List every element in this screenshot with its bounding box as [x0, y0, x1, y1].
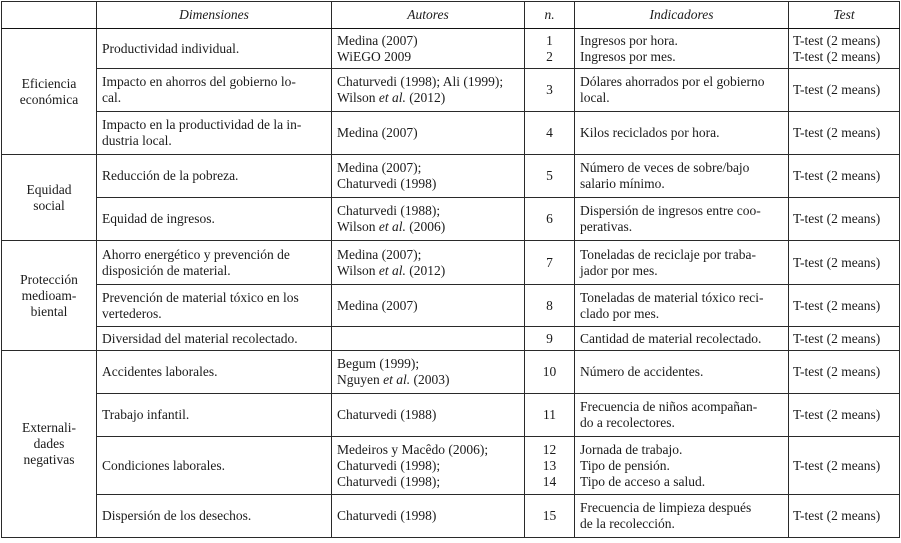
- category-cell: [2, 351, 97, 538]
- dimension-cell: [97, 155, 332, 198]
- table-row: [2, 155, 900, 198]
- author-etal: et al.: [383, 372, 411, 387]
- author-text: Chaturvedi (1998);: [337, 457, 441, 473]
- authors-cell: [332, 69, 525, 112]
- number-cell: [525, 437, 575, 495]
- header-dimensiones: Dimensiones: [97, 2, 332, 29]
- author-text: Chaturvedi (1998);: [337, 473, 441, 489]
- test-text: T-test (2 means): [793, 168, 881, 183]
- indicator-cell: [575, 29, 789, 69]
- author-text: Wilson: [337, 262, 379, 278]
- indicator-text: Cantidad de material recolectado.: [580, 330, 762, 346]
- dimension-cell: [97, 495, 332, 538]
- row-number: 10: [542, 364, 557, 379]
- author-text: Begum (1999);: [337, 356, 420, 371]
- author-text: (2012): [405, 262, 446, 278]
- author-line: [337, 263, 519, 279]
- author-line: [337, 90, 519, 106]
- indicator-text: jador por mes.: [580, 262, 658, 278]
- number-cell: [525, 495, 575, 538]
- number-cell: [525, 69, 575, 112]
- authors-cell: [332, 29, 525, 69]
- row-number: 11: [543, 407, 556, 422]
- dimension-text: Trabajo infantil.: [102, 407, 190, 422]
- row-number: 8: [546, 297, 553, 313]
- number-cell: [525, 241, 575, 285]
- category-label: Protección: [20, 271, 78, 287]
- table-row: [2, 495, 900, 538]
- test-cell: [789, 29, 900, 69]
- authors-cell: [332, 241, 525, 285]
- indicator-text: Tipo de acceso a salud.: [580, 473, 706, 489]
- indicator-text: Frecuencia de niños acompañan-: [580, 399, 758, 414]
- table-row: [2, 327, 900, 351]
- table-row: [2, 112, 900, 155]
- header-category: [2, 2, 97, 29]
- author-text: Chaturvedi (1998): [337, 508, 437, 523]
- indicator-cell: [575, 285, 789, 327]
- author-text: Wilson: [337, 90, 379, 105]
- dimension-text: Ahorro energético y prevención de: [102, 246, 290, 262]
- dimension-text: Prevención de material tóxico en los: [102, 289, 299, 305]
- author-text: (2012): [405, 90, 446, 105]
- test-text: T-test (2 means): [793, 48, 881, 64]
- test-text: T-test (2 means): [793, 82, 881, 97]
- indicator-cell: [575, 155, 789, 198]
- indicator-text: salario mínimo.: [580, 176, 665, 191]
- indicator-text: Dólares ahorrados por el gobierno: [580, 74, 765, 89]
- indicator-text: Ingresos por mes.: [580, 48, 676, 64]
- indicator-cell: [575, 437, 789, 495]
- author-line: [337, 74, 519, 90]
- row-number: 6: [546, 211, 553, 226]
- test-text: T-test (2 means): [793, 297, 881, 313]
- dimension-cell: [97, 394, 332, 437]
- table-row: [2, 285, 900, 327]
- table-row: [2, 69, 900, 112]
- test-cell: [789, 351, 900, 394]
- author-line: [337, 298, 519, 314]
- authors-cell: [332, 351, 525, 394]
- dimension-text: Equidad de ingresos.: [102, 211, 215, 226]
- row-number: 15: [542, 508, 557, 523]
- test-cell: [789, 112, 900, 155]
- header-n: n.: [525, 2, 575, 29]
- number-cell: [525, 394, 575, 437]
- authors-cell: [332, 198, 525, 241]
- indicator-text: clado por mes.: [580, 305, 660, 321]
- category-label: Externali-: [22, 420, 76, 435]
- header-test: Test: [789, 2, 900, 29]
- test-cell: [789, 69, 900, 112]
- authors-cell: [332, 437, 525, 495]
- header-autores: Autores: [332, 2, 525, 29]
- row-number: 9: [546, 330, 553, 346]
- header-indicadores: Indicadores: [575, 2, 789, 29]
- indicator-cell: [575, 241, 789, 285]
- author-text: Chaturvedi (1988);: [337, 203, 441, 218]
- number-cell: [525, 112, 575, 155]
- table-row: [2, 241, 900, 285]
- authors-cell: [332, 155, 525, 198]
- table-body: [2, 29, 900, 538]
- indicator-text: Jornada de trabajo.: [580, 441, 683, 457]
- author-text: Medina (2007): [337, 32, 418, 48]
- indicator-text: Toneladas de material tóxico reci-: [580, 289, 764, 305]
- author-line: [337, 203, 519, 219]
- indicator-text: Número de veces de sobre/bajo: [580, 160, 750, 175]
- author-text: Chaturvedi (1988): [337, 407, 437, 422]
- dimension-cell: [97, 327, 332, 351]
- dimension-text: vertederos.: [102, 305, 162, 321]
- author-text: Wilson: [337, 219, 379, 234]
- author-text: Chaturvedi (1998); Ali (1999);: [337, 74, 504, 89]
- author-line: [337, 247, 519, 263]
- author-text: Medina (2007);: [337, 160, 422, 175]
- indicator-text: do a recolectores.: [580, 415, 675, 430]
- test-text: T-test (2 means): [793, 125, 881, 140]
- indicators-table: [1, 1, 900, 538]
- test-text: T-test (2 means): [793, 254, 881, 270]
- table-row: [2, 351, 900, 394]
- dimension-text: Condiciones laborales.: [102, 457, 225, 473]
- indicator-text: Frecuencia de limpieza después: [580, 500, 752, 515]
- author-line: [337, 508, 519, 524]
- test-text: T-test (2 means): [793, 330, 881, 346]
- indicator-text: Tipo de pensión.: [580, 457, 670, 473]
- author-text: (2006): [405, 219, 446, 234]
- test-cell: [789, 285, 900, 327]
- row-number: 5: [546, 168, 553, 183]
- indicator-text: Ingresos por hora.: [580, 32, 678, 48]
- category-label: dades: [33, 436, 65, 451]
- test-text: T-test (2 means): [793, 457, 881, 473]
- test-cell: [789, 437, 900, 495]
- number-cell: [525, 155, 575, 198]
- table-row: [2, 437, 900, 495]
- test-cell: [789, 155, 900, 198]
- row-number: 3: [546, 82, 553, 97]
- indicator-text: perativas.: [580, 219, 633, 234]
- indicator-text: Toneladas de reciclaje por traba-: [580, 246, 756, 262]
- test-cell: [789, 394, 900, 437]
- table-row: [2, 198, 900, 241]
- indicator-cell: [575, 495, 789, 538]
- indicator-text: local.: [580, 90, 610, 105]
- indicator-cell: [575, 198, 789, 241]
- number-cell: [525, 285, 575, 327]
- category-label: medioam-: [21, 287, 77, 303]
- number-cell: [525, 327, 575, 351]
- author-text: WiEGO 2009: [337, 48, 412, 64]
- row-number: 14: [542, 473, 557, 489]
- dimension-text: Productividad individual.: [102, 40, 240, 56]
- authors-cell: [332, 394, 525, 437]
- indicator-cell: [575, 394, 789, 437]
- author-line: [337, 160, 519, 176]
- dimension-text: Impacto en la productividad de la in-: [102, 117, 302, 132]
- number-cell: [525, 29, 575, 69]
- indicator-text: Dispersión de ingresos entre coo-: [580, 203, 761, 218]
- header-row: [2, 2, 900, 29]
- author-text: Nguyen: [337, 372, 384, 387]
- indicator-text: de la recolección.: [580, 516, 675, 531]
- dimension-cell: [97, 112, 332, 155]
- row-number: 13: [542, 457, 557, 473]
- test-text: T-test (2 means): [793, 508, 881, 523]
- dimension-text: cal.: [102, 90, 122, 105]
- category-cell: [2, 241, 97, 351]
- test-cell: [789, 327, 900, 351]
- dimension-cell: [97, 29, 332, 69]
- indicator-text: Número de accidentes.: [580, 364, 704, 379]
- author-line: [337, 442, 519, 458]
- row-number: 2: [546, 48, 553, 64]
- dimension-cell: [97, 437, 332, 495]
- category-label: económica: [19, 91, 79, 107]
- indicator-text: Kilos reciclados por hora.: [580, 125, 720, 140]
- test-text: T-test (2 means): [793, 211, 881, 226]
- dimension-text: Diversidad del material recolectado.: [102, 330, 298, 346]
- indicator-cell: [575, 112, 789, 155]
- test-text: T-test (2 means): [793, 32, 881, 48]
- author-text: (2003): [410, 372, 450, 387]
- dimension-cell: [97, 198, 332, 241]
- authors-cell: [332, 327, 525, 351]
- author-line: [337, 407, 519, 423]
- author-line: [337, 49, 519, 65]
- author-etal: et al.: [378, 219, 406, 234]
- authors-cell: [332, 285, 525, 327]
- author-text: Medeiros y Macêdo (2006);: [337, 441, 489, 457]
- table-row: [2, 29, 900, 69]
- category-cell: [2, 29, 97, 155]
- table-row: [2, 394, 900, 437]
- category-cell: [2, 155, 97, 241]
- dimension-text: dustria local.: [102, 133, 172, 148]
- number-cell: [525, 198, 575, 241]
- row-number: 12: [542, 441, 557, 457]
- dimension-text: disposición de material.: [102, 262, 231, 278]
- row-number: 4: [546, 125, 553, 140]
- author-line: [337, 33, 519, 49]
- category-label: negativas: [23, 452, 75, 467]
- authors-cell: [332, 495, 525, 538]
- author-line: [337, 125, 519, 141]
- test-cell: [789, 241, 900, 285]
- dimension-cell: [97, 241, 332, 285]
- test-text: T-test (2 means): [793, 407, 881, 422]
- row-number: 7: [546, 254, 553, 270]
- indicator-cell: [575, 327, 789, 351]
- author-text: Medina (2007): [337, 125, 418, 140]
- dimension-cell: [97, 351, 332, 394]
- test-cell: [789, 198, 900, 241]
- authors-cell: [332, 112, 525, 155]
- dimension-cell: [97, 69, 332, 112]
- author-text: Chaturvedi (1998): [337, 176, 437, 191]
- category-label: biental: [30, 303, 68, 319]
- author-text: Medina (2007): [337, 297, 418, 313]
- author-etal: et al.: [378, 90, 406, 105]
- dimension-text: Dispersión de los desechos.: [102, 508, 252, 523]
- indicator-cell: [575, 69, 789, 112]
- author-text: Medina (2007);: [337, 246, 422, 262]
- category-label: social: [33, 197, 65, 213]
- dimension-text: Accidentes laborales.: [102, 364, 218, 379]
- dimension-text: Reducción de la pobreza.: [102, 168, 239, 183]
- test-text: T-test (2 means): [793, 364, 881, 379]
- category-label: Equidad: [26, 181, 72, 197]
- author-line: [337, 356, 519, 372]
- author-line: [337, 458, 519, 474]
- indicator-cell: [575, 351, 789, 394]
- dimension-text: Impacto en ahorros del gobierno lo-: [102, 74, 296, 89]
- author-line: [337, 474, 519, 490]
- author-etal: et al.: [378, 262, 406, 278]
- number-cell: [525, 351, 575, 394]
- category-label: Eficiencia: [21, 75, 77, 91]
- dimension-cell: [97, 285, 332, 327]
- author-line: [337, 219, 519, 235]
- author-line: [337, 372, 519, 388]
- row-number: 1: [546, 32, 553, 48]
- test-cell: [789, 495, 900, 538]
- author-line: [337, 176, 519, 192]
